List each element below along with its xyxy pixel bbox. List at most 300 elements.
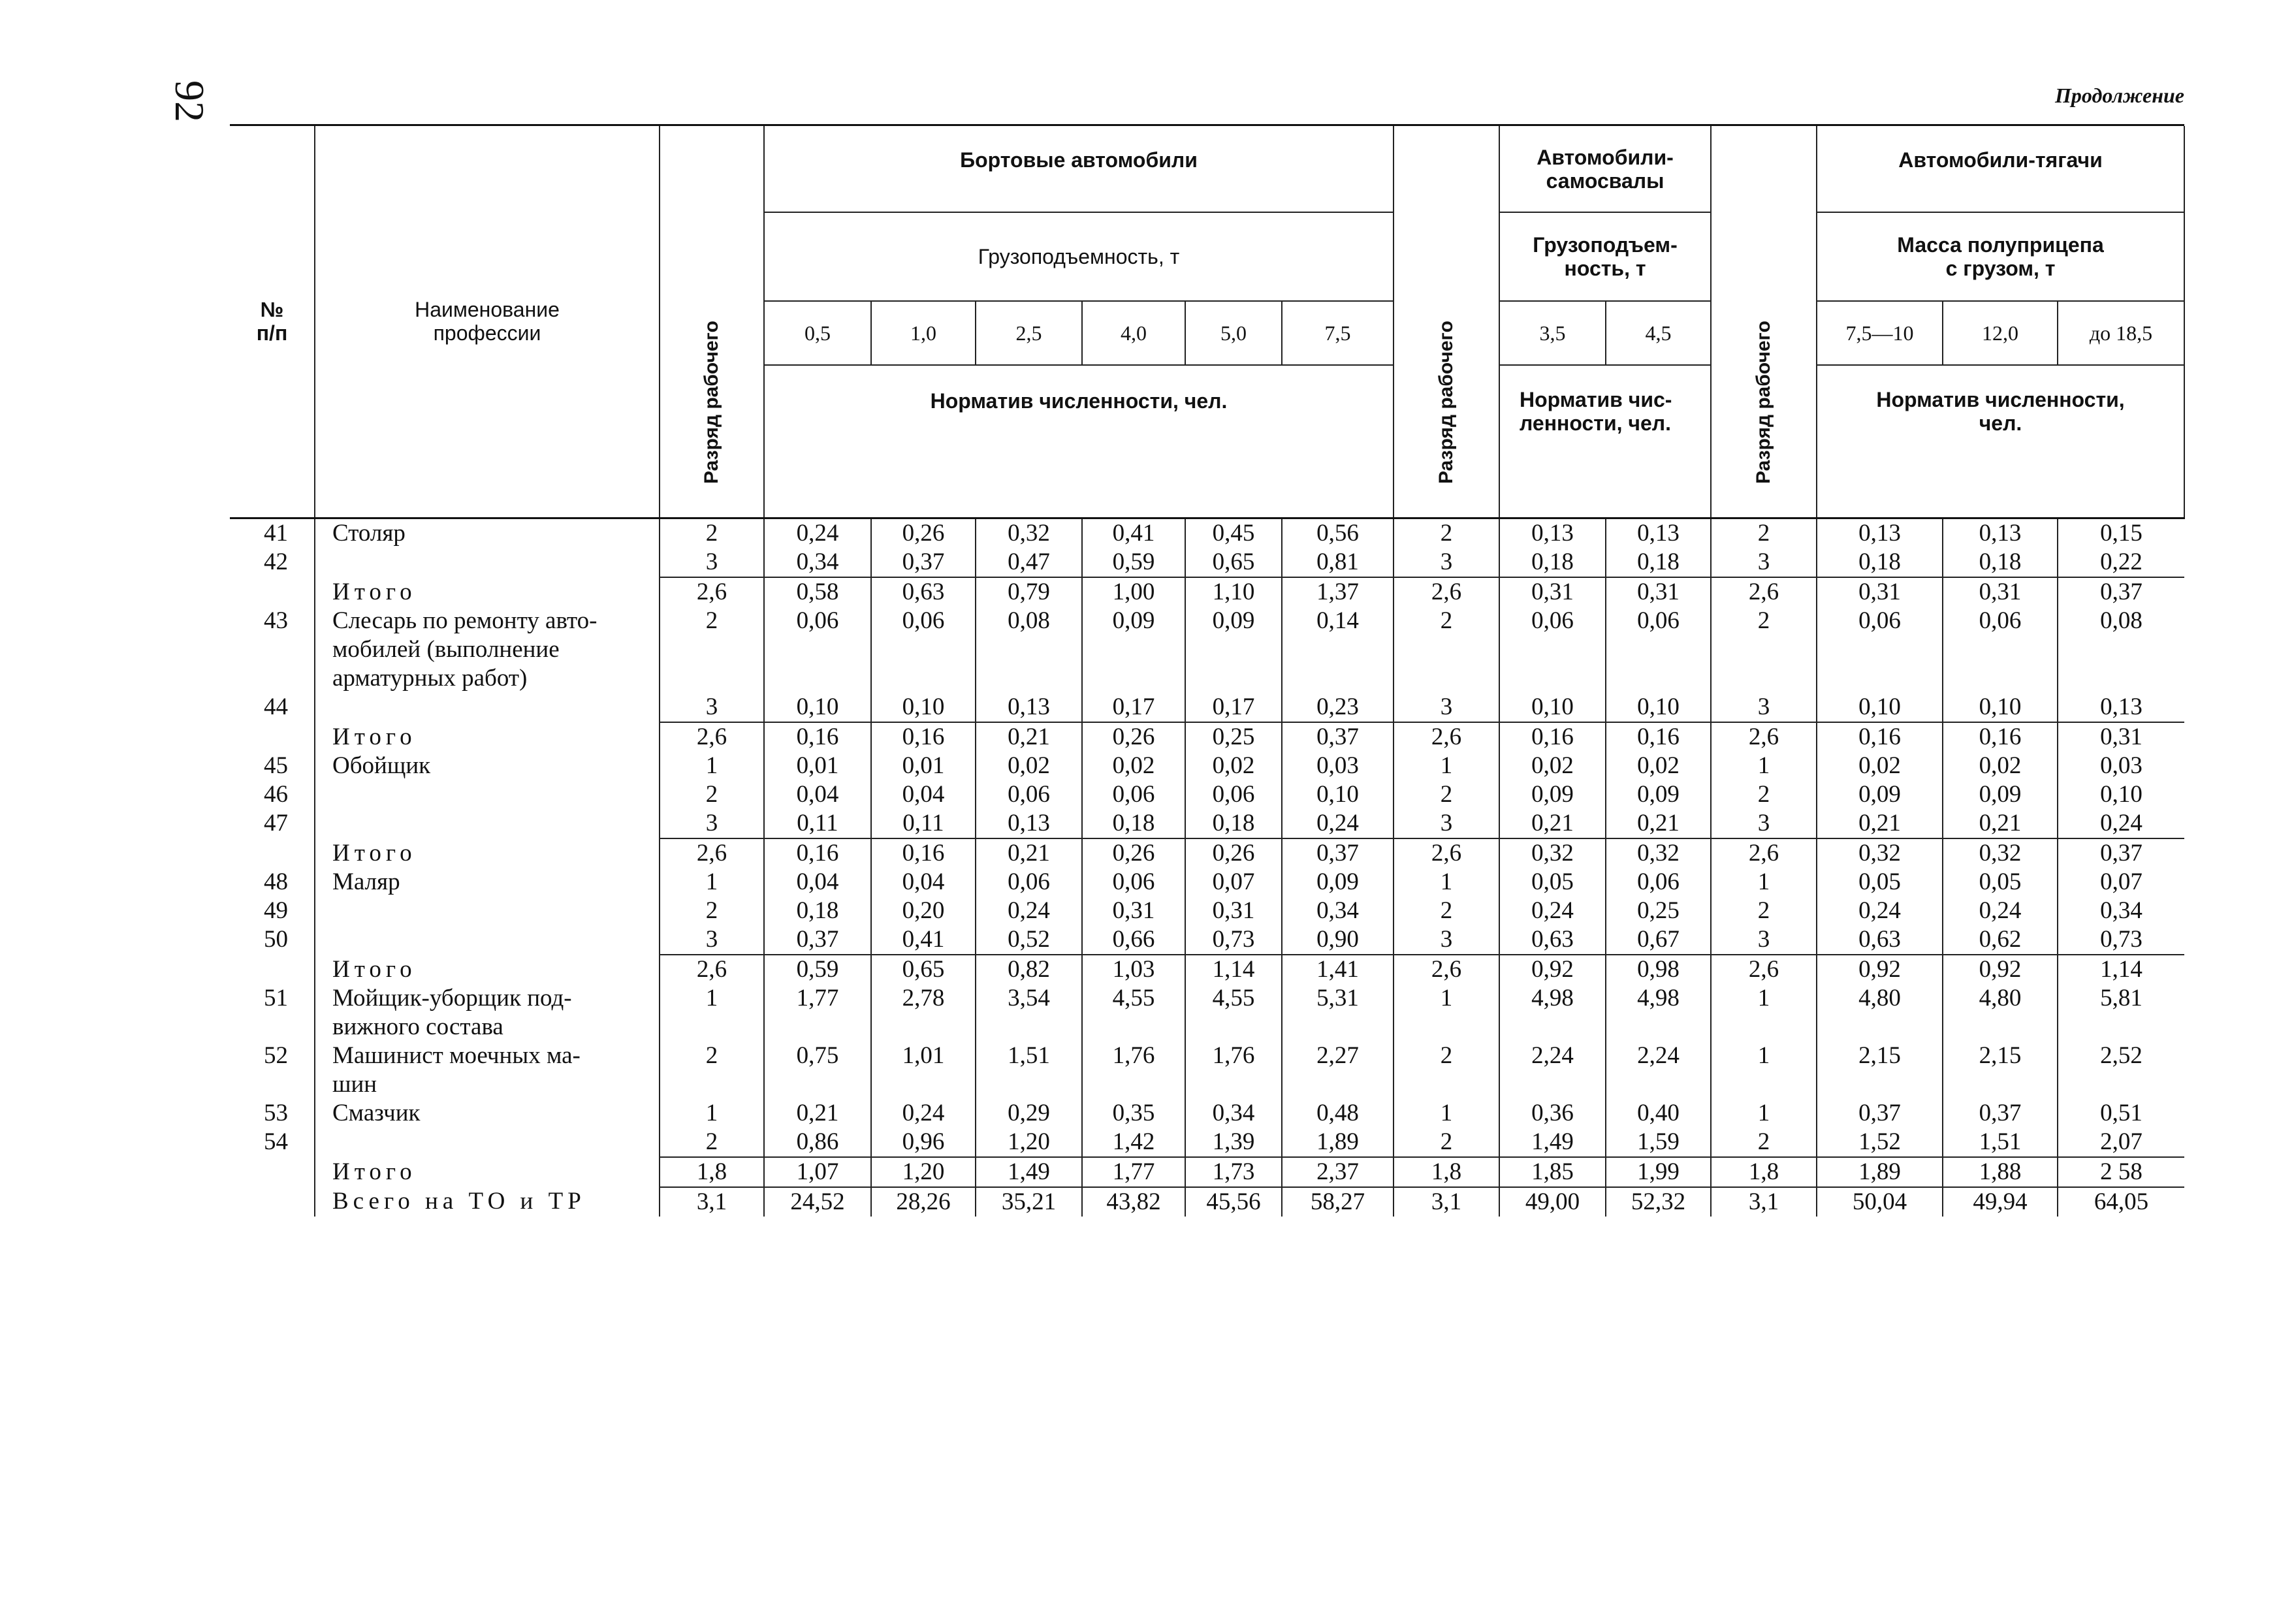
value xyxy=(1394,664,1499,693)
value: 0,59 xyxy=(796,955,839,983)
value: 0,04 xyxy=(902,780,945,808)
profession-name: Слесарь по ремонту авто- xyxy=(332,607,597,634)
value: 0,16 xyxy=(1637,723,1680,750)
header-grade-label: Разряд рабочего xyxy=(701,321,722,485)
value: 0,05 xyxy=(1858,868,1901,895)
value-cell xyxy=(2058,577,2184,722)
value: 0,10 xyxy=(2100,780,2143,808)
value: 0,92 xyxy=(1858,955,1901,983)
header-dump-capacity: Грузоподъем-ность, т xyxy=(1499,212,1711,301)
value: 24,52 xyxy=(790,1188,845,1215)
header-profession-label: Наименование профессии xyxy=(415,298,560,345)
value: 28,26 xyxy=(896,1188,951,1215)
header-dump-trucks: Автомобили-самосвалы xyxy=(1499,126,1711,212)
value: 0,22 xyxy=(2100,548,2143,575)
value-cell xyxy=(1282,577,1394,722)
value-cell xyxy=(2058,518,2184,577)
header-board-norm: Норматив численности, чел. xyxy=(764,365,1394,518)
value: 1 xyxy=(1440,1099,1453,1126)
value: 0,10 xyxy=(1531,693,1574,720)
value: 0,06 xyxy=(1858,607,1901,634)
value: 3 xyxy=(705,925,718,953)
value: 0,73 xyxy=(1212,925,1255,953)
value: 0,04 xyxy=(796,780,839,808)
value: 0,10 xyxy=(902,693,945,720)
value xyxy=(1500,1070,1605,1099)
value: 3 xyxy=(1440,548,1453,575)
value: 0,13 xyxy=(2100,693,2143,720)
value: 1,37 xyxy=(1316,578,1359,605)
value-cell xyxy=(764,577,871,722)
value-cell xyxy=(1499,955,1606,1157)
header-grade-board xyxy=(660,126,764,518)
value: 4,80 xyxy=(1858,984,1901,1011)
value-cell xyxy=(1817,722,1943,838)
value-cell xyxy=(976,577,1082,722)
header-capacity-cell: 12,0 xyxy=(1943,301,2058,365)
value-cell xyxy=(976,722,1082,838)
profession-name: Итого xyxy=(332,723,417,750)
value: 0,41 xyxy=(902,925,945,953)
value: 0,86 xyxy=(796,1128,839,1155)
value-cell xyxy=(1606,722,1711,838)
value: 0,10 xyxy=(1858,693,1901,720)
value: 0,11 xyxy=(902,809,944,836)
value: 2 xyxy=(705,780,718,808)
header-capacity-cell: 7,5—10 xyxy=(1817,301,1943,365)
value: 0,73 xyxy=(2100,925,2143,953)
value-cell xyxy=(764,1187,871,1217)
value-cell xyxy=(1711,722,1817,838)
header-grade-tractor xyxy=(1711,126,1817,518)
value: 0,36 xyxy=(1531,1099,1574,1126)
value: 0,14 xyxy=(1316,607,1359,634)
value-cell xyxy=(1711,838,1817,955)
page-number: 92 xyxy=(167,80,213,122)
value: 0,09 xyxy=(1637,780,1680,808)
table-body xyxy=(230,518,2184,1217)
value: 0,21 xyxy=(1008,839,1050,867)
value: 2 xyxy=(1440,519,1453,547)
value: 0,37 xyxy=(1858,1099,1901,1126)
value: 50,04 xyxy=(1852,1188,1907,1215)
value: 1,99 xyxy=(1637,1158,1680,1185)
profession-name: Обойщик xyxy=(332,752,431,779)
value: 1,07 xyxy=(796,1158,839,1185)
value: 0,06 xyxy=(1637,868,1680,895)
value: 0,24 xyxy=(796,519,839,547)
value xyxy=(2058,635,2184,664)
value: 0,67 xyxy=(1637,925,1680,953)
value xyxy=(1186,1070,1281,1099)
value: 0,34 xyxy=(1212,1099,1255,1126)
value-cell xyxy=(1394,838,1499,955)
value: 0,16 xyxy=(796,839,839,867)
row-number: 49 xyxy=(264,897,288,924)
value-cell xyxy=(1606,1187,1711,1217)
value-cell xyxy=(1282,955,1394,1157)
value-cell xyxy=(1394,955,1499,1157)
value: 0,65 xyxy=(1212,548,1255,575)
value: 3 xyxy=(1440,693,1453,720)
value-cell xyxy=(1499,577,1606,722)
value: 0,66 xyxy=(1112,925,1155,953)
value-cell xyxy=(764,955,871,1157)
value: 0,13 xyxy=(1008,809,1050,836)
value: 2,6 xyxy=(1431,955,1462,983)
value xyxy=(872,1013,975,1042)
row-number: 52 xyxy=(264,1042,288,1069)
header-tractor-norm: Норматив численности, чел. xyxy=(1817,365,2184,518)
value xyxy=(1817,1013,1942,1042)
value xyxy=(1083,1013,1185,1042)
value: 43,82 xyxy=(1106,1188,1161,1215)
value: 0,03 xyxy=(2100,752,2143,779)
value: 0,17 xyxy=(1212,693,1255,720)
value: 1,8 xyxy=(1431,1158,1462,1185)
value: 1,14 xyxy=(1212,955,1255,983)
row-number xyxy=(230,635,288,664)
profession-name: Итого xyxy=(332,1158,417,1185)
value: 1,20 xyxy=(1008,1128,1050,1155)
value: 1 xyxy=(705,1099,718,1126)
header-tractor-mass: Масса полуприцепа с грузом, т xyxy=(1817,212,2184,301)
value: 0,06 xyxy=(1637,607,1680,634)
value: 0,47 xyxy=(1008,548,1050,575)
value-cell xyxy=(1711,518,1817,577)
value: 0,04 xyxy=(796,868,839,895)
value: 0,06 xyxy=(796,607,839,634)
value: 1,73 xyxy=(1212,1158,1255,1185)
value: 0,18 xyxy=(1858,548,1901,575)
value xyxy=(872,664,975,693)
value-cell xyxy=(1185,1187,1282,1217)
value: 0,13 xyxy=(1979,519,2022,547)
table-header xyxy=(230,126,2184,518)
value-cell xyxy=(1817,955,1943,1157)
value: 0,05 xyxy=(1531,868,1574,895)
value: 0,08 xyxy=(2100,607,2143,634)
value: 2,6 xyxy=(1748,723,1779,750)
value: 1,51 xyxy=(1008,1042,1050,1069)
value: 1 xyxy=(705,752,718,779)
value: 2,6 xyxy=(1431,578,1462,605)
value: 0,31 xyxy=(1637,578,1680,605)
value: 2 xyxy=(705,1042,718,1069)
value: 0,02 xyxy=(1008,752,1050,779)
value-cell xyxy=(764,1157,871,1187)
value: 0,25 xyxy=(1637,897,1680,924)
value: 1 xyxy=(1440,868,1453,895)
profession-name xyxy=(332,693,646,722)
value-cell xyxy=(871,1157,976,1187)
value: 2 xyxy=(705,519,718,547)
profession-names xyxy=(315,518,660,577)
row-number xyxy=(230,1158,288,1186)
value: 1,89 xyxy=(1858,1158,1901,1185)
value: 0,51 xyxy=(2100,1099,2143,1126)
value: 0,79 xyxy=(1008,578,1050,605)
value-cell xyxy=(660,1187,764,1217)
value: 49,94 xyxy=(1973,1188,2028,1215)
value-cell xyxy=(871,955,976,1157)
value: 1 xyxy=(705,984,718,1011)
value: 1 xyxy=(1757,868,1770,895)
value-cell xyxy=(1711,1157,1817,1187)
profession-name: вижного состава xyxy=(332,1013,503,1040)
value: 0,06 xyxy=(1008,868,1050,895)
value-cell xyxy=(660,722,764,838)
value: 0,09 xyxy=(1979,780,2022,808)
header-board-capacity: Грузоподъемность, т xyxy=(764,212,1394,301)
value: 0,31 xyxy=(2100,723,2143,750)
value: 2,27 xyxy=(1316,1042,1359,1069)
value-cell xyxy=(1394,1187,1499,1217)
value: 0,02 xyxy=(1979,752,2022,779)
value xyxy=(660,664,763,693)
profession-name: Столяр xyxy=(332,520,406,547)
value: 0,32 xyxy=(1531,839,1574,867)
value: 0,01 xyxy=(796,752,839,779)
value: 4,98 xyxy=(1637,984,1680,1011)
value: 35,21 xyxy=(1001,1188,1057,1215)
value: 0,16 xyxy=(796,723,839,750)
value: 0,37 xyxy=(796,925,839,953)
value: 0,06 xyxy=(1112,780,1155,808)
value: 0,56 xyxy=(1316,519,1359,547)
value: 0,06 xyxy=(1531,607,1574,634)
value: 0,09 xyxy=(1531,780,1574,808)
row-number xyxy=(230,1187,288,1216)
value: 0,16 xyxy=(902,723,945,750)
profession-name xyxy=(332,1128,646,1156)
value: 1,8 xyxy=(696,1158,727,1185)
value-cell xyxy=(1606,1157,1711,1187)
value-cell xyxy=(1943,955,2058,1157)
value-cell xyxy=(1606,838,1711,955)
table-row-group xyxy=(230,955,2184,1157)
value: 3 xyxy=(1757,693,1770,720)
value xyxy=(660,635,763,664)
row-number: 47 xyxy=(264,809,288,836)
value: 0,37 xyxy=(1979,1099,2022,1126)
value-cell xyxy=(2058,955,2184,1157)
value: 0,98 xyxy=(1637,955,1680,983)
row-numbers xyxy=(230,838,315,955)
value: 0,21 xyxy=(1858,809,1901,836)
header-grade-dump xyxy=(1394,126,1499,518)
value: 4,80 xyxy=(1979,984,2022,1011)
value-cell xyxy=(1185,955,1282,1157)
value-cell xyxy=(2058,1157,2184,1187)
value: 45,56 xyxy=(1206,1188,1261,1215)
value-cell xyxy=(1082,518,1185,577)
value: 1,42 xyxy=(1112,1128,1155,1155)
value-cell xyxy=(1606,577,1711,722)
value: 2 xyxy=(1440,1128,1453,1155)
value-cell xyxy=(2058,838,2184,955)
value: 0,21 xyxy=(1637,809,1680,836)
value: 0,31 xyxy=(1212,897,1255,924)
value: 0,21 xyxy=(1008,723,1050,750)
value: 0,32 xyxy=(1979,839,2022,867)
value: 52,32 xyxy=(1631,1188,1686,1215)
value-cell xyxy=(2058,722,2184,838)
profession-name: Всего на ТО и ТР xyxy=(332,1188,586,1215)
value: 3 xyxy=(1440,809,1453,836)
value-cell xyxy=(976,1157,1082,1187)
value: 0,31 xyxy=(1979,578,2022,605)
value: 0,26 xyxy=(902,519,945,547)
value xyxy=(1282,1070,1393,1099)
value: 0,24 xyxy=(2100,809,2143,836)
value-cell xyxy=(1282,1187,1394,1217)
value: 2 xyxy=(1757,1128,1770,1155)
value: 5,31 xyxy=(1316,984,1359,1011)
value: 1 xyxy=(1440,752,1453,779)
value xyxy=(1943,635,2057,664)
value: 1 xyxy=(1757,1099,1770,1126)
value xyxy=(1943,1013,2057,1042)
profession-names xyxy=(315,722,660,838)
value: 2 xyxy=(705,897,718,924)
value: 2,6 xyxy=(1431,723,1462,750)
value xyxy=(1500,1013,1605,1042)
value: 2 xyxy=(1440,897,1453,924)
value: 0,96 xyxy=(902,1128,945,1155)
profession-name: арматурных работ) xyxy=(332,664,528,692)
value: 5,81 xyxy=(2100,984,2143,1011)
value: 0,58 xyxy=(796,578,839,605)
value: 3 xyxy=(705,809,718,836)
profession-name: Итого xyxy=(332,578,417,605)
value xyxy=(976,635,1081,664)
value: 0,18 xyxy=(1637,548,1680,575)
value: 2,6 xyxy=(1748,578,1779,605)
header-grade-label: Разряд рабочего xyxy=(1435,321,1457,485)
value-cell xyxy=(976,1187,1082,1217)
value: 0,90 xyxy=(1316,925,1359,953)
value: 0,25 xyxy=(1212,723,1255,750)
value: 4,98 xyxy=(1531,984,1574,1011)
value xyxy=(2058,1070,2184,1099)
value: 2,6 xyxy=(696,578,727,605)
header-tractors: Автомобили-тягачи xyxy=(1817,126,2184,212)
row-number xyxy=(230,1013,288,1042)
value xyxy=(1282,635,1393,664)
value-cell xyxy=(1082,1157,1185,1187)
value: 3 xyxy=(1757,925,1770,953)
value: 0,92 xyxy=(1979,955,2022,983)
value xyxy=(1817,1070,1942,1099)
header-board-trucks: Бортовые автомобили xyxy=(764,126,1394,212)
profession-name: шин xyxy=(332,1070,377,1098)
value xyxy=(1606,1070,1710,1099)
value: 0,18 xyxy=(1112,809,1155,836)
profession-name: мобилей (выполнение xyxy=(332,635,560,663)
value-cell xyxy=(1282,518,1394,577)
value: 0,24 xyxy=(1008,897,1050,924)
value xyxy=(1817,635,1942,664)
value-cell xyxy=(1499,518,1606,577)
value-cell xyxy=(1499,722,1606,838)
value-cell xyxy=(871,1187,976,1217)
value: 0,82 xyxy=(1008,955,1050,983)
value-cell xyxy=(1185,518,1282,577)
value: 0,24 xyxy=(1316,809,1359,836)
value: 0,10 xyxy=(1316,780,1359,808)
value: 0,34 xyxy=(796,548,839,575)
value xyxy=(1943,1070,2057,1099)
value: 0,02 xyxy=(1531,752,1574,779)
value xyxy=(1394,1013,1499,1042)
value: 0,13 xyxy=(1008,693,1050,720)
value: 1 xyxy=(705,868,718,895)
value: 2,6 xyxy=(1748,839,1779,867)
value: 1,77 xyxy=(1112,1158,1155,1185)
value: 2,24 xyxy=(1531,1042,1574,1069)
row-numbers xyxy=(230,722,315,838)
value xyxy=(660,1070,763,1099)
value-cell xyxy=(1711,955,1817,1157)
value: 2,6 xyxy=(696,839,727,867)
value: 0,06 xyxy=(1112,868,1155,895)
table-row-group xyxy=(230,722,2184,838)
value-cell xyxy=(1499,1157,1606,1187)
value: 0,09 xyxy=(1858,780,1901,808)
profession-name: Машинист моечных ма- xyxy=(332,1042,581,1069)
value: 0,18 xyxy=(796,897,839,924)
value: 0,26 xyxy=(1112,839,1155,867)
profession-name: Мойщик-уборщик под- xyxy=(332,984,572,1011)
value: 0,26 xyxy=(1212,839,1255,867)
value: 4,55 xyxy=(1212,984,1255,1011)
value-cell xyxy=(1711,1187,1817,1217)
value: 2,6 xyxy=(1748,955,1779,983)
value: 0,34 xyxy=(1316,897,1359,924)
row-numbers xyxy=(230,518,315,577)
value xyxy=(1186,1013,1281,1042)
value xyxy=(976,1013,1081,1042)
value-cell xyxy=(1943,577,2058,722)
value: 2 58 xyxy=(2100,1158,2143,1185)
value-cell xyxy=(871,722,976,838)
value xyxy=(1712,1013,1816,1042)
value xyxy=(1606,1013,1710,1042)
value-cell xyxy=(1185,838,1282,955)
value-cell xyxy=(660,577,764,722)
profession-name xyxy=(332,897,646,925)
table-row-group xyxy=(230,1187,2184,1217)
value: 0,09 xyxy=(1112,607,1155,634)
value: 4,55 xyxy=(1112,984,1155,1011)
value: 2,6 xyxy=(696,955,727,983)
value: 0,06 xyxy=(902,607,945,634)
value: 0,37 xyxy=(1316,839,1359,867)
row-numbers xyxy=(230,1157,315,1187)
value xyxy=(1083,1070,1185,1099)
value: 0,18 xyxy=(1531,548,1574,575)
value: 0,07 xyxy=(1212,868,1255,895)
value: 0,06 xyxy=(1979,607,2022,634)
row-number: 46 xyxy=(264,780,288,808)
value: 0,16 xyxy=(902,839,945,867)
value-cell xyxy=(1943,518,2058,577)
value: 2,15 xyxy=(1979,1042,2022,1069)
value: 0,21 xyxy=(1979,809,2022,836)
value-cell xyxy=(1943,1187,2058,1217)
header-capacity-cell: 3,5 xyxy=(1499,301,1606,365)
